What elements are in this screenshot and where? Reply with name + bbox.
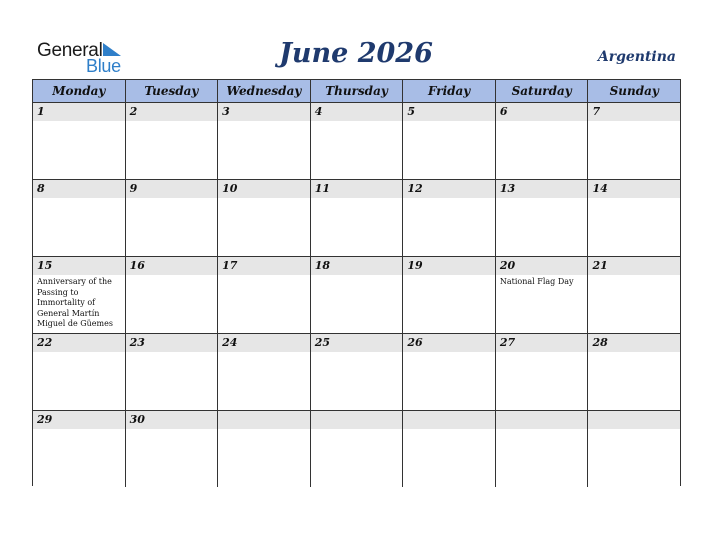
day-cell (587, 411, 680, 487)
day-cell (125, 411, 218, 487)
day-number: 25 (314, 336, 331, 349)
day-cell (217, 257, 310, 333)
weekday-header: Tuesday (125, 80, 218, 102)
day-number-band (126, 180, 218, 198)
day-cell (495, 257, 588, 333)
day-number: 5 (407, 105, 415, 118)
day-cell (217, 334, 310, 410)
country-label: Argentina (597, 49, 676, 65)
day-cell (587, 257, 680, 333)
day-cell (310, 180, 403, 256)
day-cell (587, 180, 680, 256)
day-cell (310, 411, 403, 487)
day-number-band (403, 411, 495, 429)
day-number: 2 (129, 105, 138, 118)
day-number: 22 (37, 336, 53, 349)
day-cell (217, 103, 310, 179)
day-cell (217, 180, 310, 256)
day-number: 7 (592, 105, 601, 118)
day-cell (33, 180, 125, 256)
day-number: 16 (129, 259, 145, 272)
day-cell (33, 103, 125, 179)
week-row (33, 411, 680, 487)
day-number-band (588, 411, 680, 429)
weekday-header: Sunday (587, 80, 680, 102)
day-cell (125, 103, 218, 179)
day-number: 4 (314, 105, 323, 118)
day-cell (33, 411, 125, 487)
day-cell (495, 180, 588, 256)
day-number: 15 (37, 259, 53, 272)
day-number: 13 (499, 182, 516, 195)
day-number-band (403, 103, 495, 121)
day-number-band (311, 411, 403, 429)
day-cell (495, 411, 588, 487)
day-number: 6 (499, 105, 508, 118)
day-number: 26 (407, 336, 423, 349)
weekday-header: Wednesday (217, 80, 310, 102)
day-cell (495, 334, 588, 410)
calendar-title: June 2026 (279, 38, 433, 69)
day-number-band (218, 103, 310, 121)
day-cell (125, 334, 218, 410)
holiday-text: Anniversary of the Passing to Immortality of General Martín Miguel de Güemes (37, 277, 113, 328)
day-number-band (496, 411, 588, 429)
day-cell (125, 257, 218, 333)
day-number: 14 (592, 182, 608, 195)
day-number-band (33, 103, 125, 121)
week-row (33, 257, 680, 334)
day-number: 29 (37, 413, 53, 426)
day-number: 28 (592, 336, 608, 349)
day-cell (587, 334, 680, 410)
calendar-weeks (33, 103, 680, 487)
day-number-band (126, 103, 218, 121)
day-cell (310, 334, 403, 410)
day-cell (310, 257, 403, 333)
day-number: 10 (222, 182, 238, 195)
day-cell (495, 103, 588, 179)
day-number-band (311, 103, 403, 121)
day-number-band (218, 411, 310, 429)
day-number: 19 (407, 259, 423, 272)
week-row (33, 103, 680, 180)
holiday-text: National Flag Day (499, 277, 574, 286)
day-cell (310, 103, 403, 179)
weekday-header-row (33, 80, 680, 103)
day-cell (587, 103, 680, 179)
weekday-header: Thursday (310, 80, 403, 102)
weekday-header: Saturday (495, 80, 588, 102)
day-number: 24 (222, 336, 238, 349)
weekday-header: Monday (52, 84, 106, 98)
day-cell (125, 180, 218, 256)
day-number: 27 (499, 336, 516, 349)
calendar-grid (32, 79, 681, 486)
day-number: 17 (222, 259, 238, 272)
day-cell (402, 334, 495, 410)
day-number: 9 (129, 182, 138, 195)
day-number: 30 (129, 413, 145, 426)
logo-text-general: General (37, 40, 103, 61)
day-number-band (588, 103, 680, 121)
day-number: 3 (222, 105, 230, 118)
day-number-band (496, 103, 588, 121)
day-cell (33, 334, 125, 410)
day-cell (217, 411, 310, 487)
day-number: 20 (499, 259, 516, 272)
day-number: 18 (314, 259, 331, 272)
day-cell (402, 180, 495, 256)
week-row (33, 180, 680, 257)
day-number: 21 (592, 259, 608, 272)
weekday-header: Friday (402, 80, 495, 102)
logo-text-blue: Blue (86, 56, 121, 76)
day-number: 11 (314, 182, 331, 195)
day-cell (402, 103, 495, 179)
week-row (33, 334, 680, 411)
day-cell (402, 257, 495, 333)
day-number: 12 (407, 182, 423, 195)
day-cell (33, 257, 125, 333)
day-cell (402, 411, 495, 487)
day-number: 1 (37, 105, 45, 118)
day-number: 23 (129, 336, 145, 349)
day-number: 8 (37, 182, 45, 195)
day-number-band (33, 180, 125, 198)
